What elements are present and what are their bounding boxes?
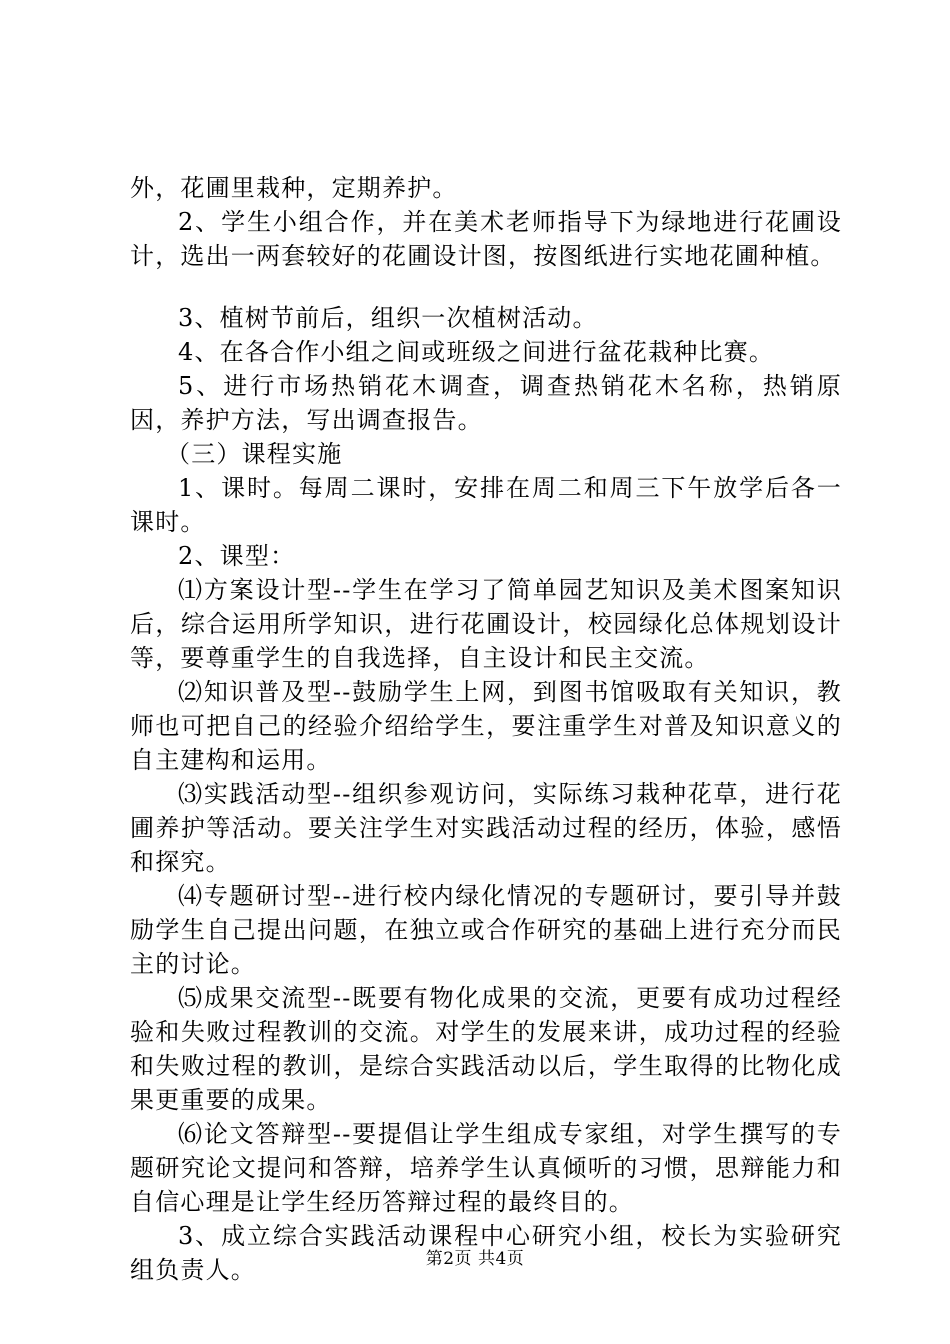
paragraph-type-results-exchange: ⑸成果交流型--既要有物化成果的交流，更要有成功过程经验和失败过程教训的交流。对学生的发展来讲，成功过程的经验和失败过程的教训，是综合实践活动以后，学生取得的比物化成果更重要的成果。 [130, 984, 842, 1114]
section-heading-course-implementation: （三）课程实施 [166, 440, 343, 468]
paragraph-type-thesis-defense: ⑹论文答辩型--要提倡让学生组成专家组，对学生撰写的专题研究论文提问和答辩，培养学生认真倾听的习惯，思辩能力和自信心理是让学生经历答辩过程的最终目的。 [130, 1120, 842, 1216]
paragraph-type-plan-design: ⑴方案设计型--学生在学习了简单园艺知识及美术图案知识后，综合运用所学知识，进行花圃设计，校园绿化总体规划设计等，要尊重学生的自我选择，自主设计和民主交流。 [130, 576, 842, 672]
document-body [130, 171, 842, 1287]
paragraph-type-practice: ⑶实践活动型--组织参观访问，实际练习栽种花草，进行花圃养护等活动。要关注学生对实践活动过程的经历，体验，感悟和探究。 [130, 780, 842, 876]
page-footer: 第2页 共4页 [425, 1249, 525, 1269]
paragraph-item-4: 4、在各合作小组之间或班级之间进行盆花栽种比赛。 [178, 338, 775, 366]
paragraph-item-2: 2、学生小组合作，并在美术老师指导下为绿地进行花圃设计，选出一两套较好的花圃设计图，按图纸进行实地花圃种植。 [130, 208, 842, 270]
paragraph-type-seminar: ⑷专题研讨型--进行校内绿化情况的专题研讨，要引导并鼓励学生自己提出问题，在独立或合作研究的基础上进行充分而民主的讨论。 [130, 882, 842, 978]
paragraph-continuation: 外，花圃里栽种，定期养护。 [130, 174, 458, 202]
paragraph-item-3: 3、植树节前后，组织一次植树活动。 [178, 304, 598, 332]
paragraph-class-hours: 1、课时。每周二课时，安排在周二和周三下午放学后各一课时。 [130, 474, 842, 536]
paragraph-item-5: 5、进行市场热销花木调查，调查热销花木名称，热销原因，养护方法，写出调查报告。 [130, 372, 842, 434]
paragraph-research-group: 3、成立综合实践活动课程中心研究小组，校长为实验研究组负责人。 [130, 1222, 842, 1284]
paragraph-class-types: 2、课型： [178, 542, 296, 570]
paragraph-type-knowledge: ⑵知识普及型--鼓励学生上网，到图书馆吸取有关知识，教师也可把自己的经验介绍给学生，要注重学生对普及知识意义的自主建构和运用。 [130, 678, 842, 774]
